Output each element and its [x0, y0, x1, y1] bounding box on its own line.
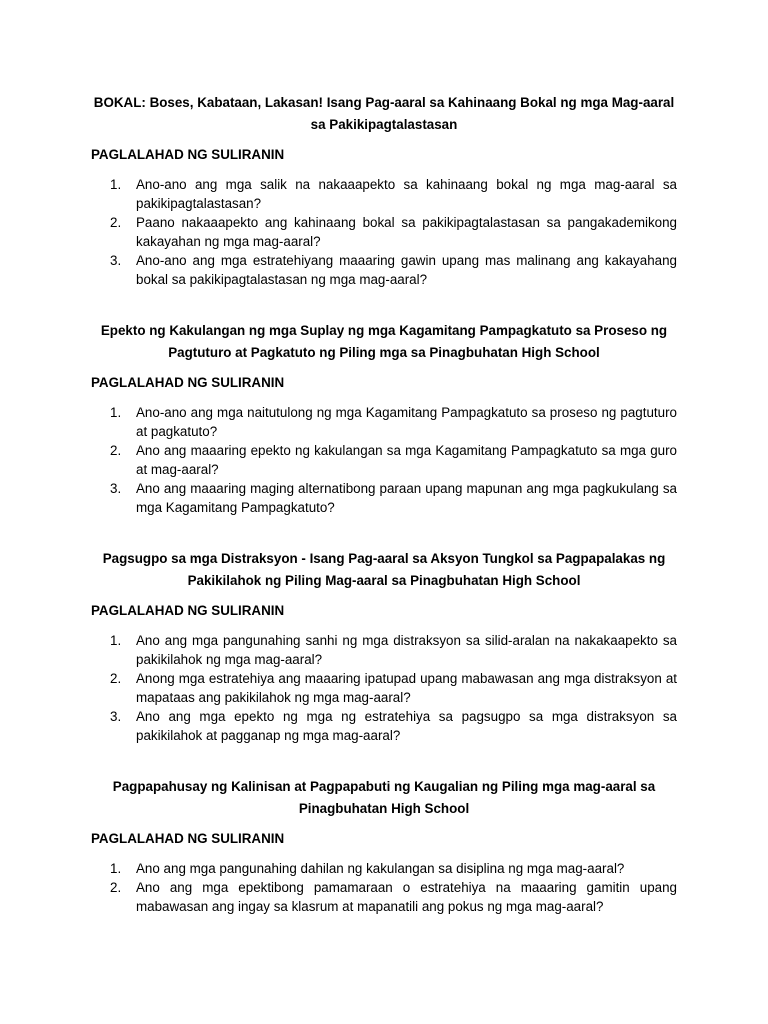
item-number: 1. [110, 633, 122, 648]
item-text: Anong mga estratehiya ang maaaring ipatupad upang mabawasan ang mga distraksyon at mapataas ang pakikilahok ng mga mag-aaral? [136, 671, 677, 705]
item-text: Ano ang mga pangunahing sanhi ng mga distraksyon sa silid-aralan na nakakaapekto sa pakikilahok ng mga mag-aaral? [136, 633, 677, 667]
list-item [91, 669, 677, 707]
item-text: Ano ang mga epektibong pamamaraan o estratehiya na maaaring gamitin upang mabawasan ang ingay sa klasrum at mapanatili ang pokus ng mga mag-aaral? [136, 880, 677, 914]
item-text: Ano-ano ang mga estratehiyang maaaring gawin upang mas malinang ang kakayahang bokal sa pakikipagtalastasan ng mga mag-aaral? [136, 253, 677, 287]
list-item [91, 479, 677, 517]
problem-statement-heading: PAGLALAHAD NG SULIRANIN [91, 831, 285, 846]
research-section-1 [91, 92, 677, 289]
list-item [91, 403, 677, 441]
section-title: Pagpapahusay ng Kalinisan at Pagpapabuti ng Kaugalian ng Piling mga mag-aaral sa Pinagbuhatan High School [112, 779, 656, 816]
item-number: 2. [110, 443, 122, 458]
problem-list [91, 631, 677, 745]
item-number: 1. [110, 177, 122, 192]
item-text: Ano ang maaaring epekto ng kakulangan sa mga Kagamitang Pampagkatuto sa mga guro at mag-aaral? [136, 443, 677, 477]
item-text: Ano-ano ang mga salik na nakaaapekto sa kahinaang bokal ng mga mag-aaral sa pakikipagtalastasan? [136, 177, 677, 211]
section-title: Pagsugpo sa mga Distraksyon - Isang Pag-aaral sa Aksyon Tungkol sa Pagpapalakas ng Pakikilahok ng Piling Mag-aaral sa Pinagbuhatan High School [102, 551, 666, 588]
item-text: Ano ang maaaring maging alternatibong paraan upang mapunan ang mga pagkukulang sa mga Kagamitang Pampagkatuto? [136, 481, 677, 515]
list-item [91, 707, 677, 745]
research-section-4 [91, 776, 677, 916]
section-title: Epekto ng Kakulangan ng mga Suplay ng mga Kagamitang Pampagkatuto sa Proseso ng Pagtuturo at Pagkatuto ng Piling mga sa Pinagbuhatan High School [100, 323, 668, 360]
item-number: 2. [110, 671, 122, 686]
list-item [91, 631, 677, 669]
item-number: 3. [110, 481, 122, 496]
research-section-3 [91, 548, 677, 745]
list-item [91, 441, 677, 479]
research-section-2 [91, 320, 677, 517]
list-item [91, 859, 677, 878]
item-text: Ano ang mga epekto ng mga ng estratehiya sa pagsugpo sa mga distraksyon sa pakikilahok at pagganap ng mga mag-aaral? [136, 709, 677, 743]
problem-list [91, 175, 677, 289]
item-number: 2. [110, 215, 122, 230]
problem-statement-heading: PAGLALAHAD NG SULIRANIN [91, 375, 285, 390]
problem-list [91, 859, 677, 916]
list-item [91, 175, 677, 213]
item-number: 2. [110, 880, 122, 895]
list-item [91, 878, 677, 916]
item-text: Paano nakaaapekto ang kahinaang bokal sa pakikipagtalastasan sa pangakademikong kakayahan ng mga mag-aaral? [136, 215, 677, 249]
list-item [91, 213, 677, 251]
item-number: 1. [110, 861, 122, 876]
problem-statement-heading: PAGLALAHAD NG SULIRANIN [91, 603, 285, 618]
item-text: Ano-ano ang mga naitutulong ng mga Kagamitang Pampagkatuto sa proseso ng pagtuturo at pagkatuto? [136, 405, 677, 439]
problem-list [91, 403, 677, 517]
list-item [91, 251, 677, 289]
problem-statement-heading: PAGLALAHAD NG SULIRANIN [91, 147, 285, 162]
item-number: 3. [110, 253, 122, 268]
item-text: Ano ang mga pangunahing dahilan ng kakulangan sa disiplina ng mga mag-aaral? [136, 861, 625, 876]
item-number: 3. [110, 709, 122, 724]
item-number: 1. [110, 405, 122, 420]
section-title: BOKAL: Boses, Kabataan, Lakasan! Isang Pag-aaral sa Kahinaang Bokal ng mga Mag-aaral sa Pakikipagtalastasan [93, 95, 675, 132]
